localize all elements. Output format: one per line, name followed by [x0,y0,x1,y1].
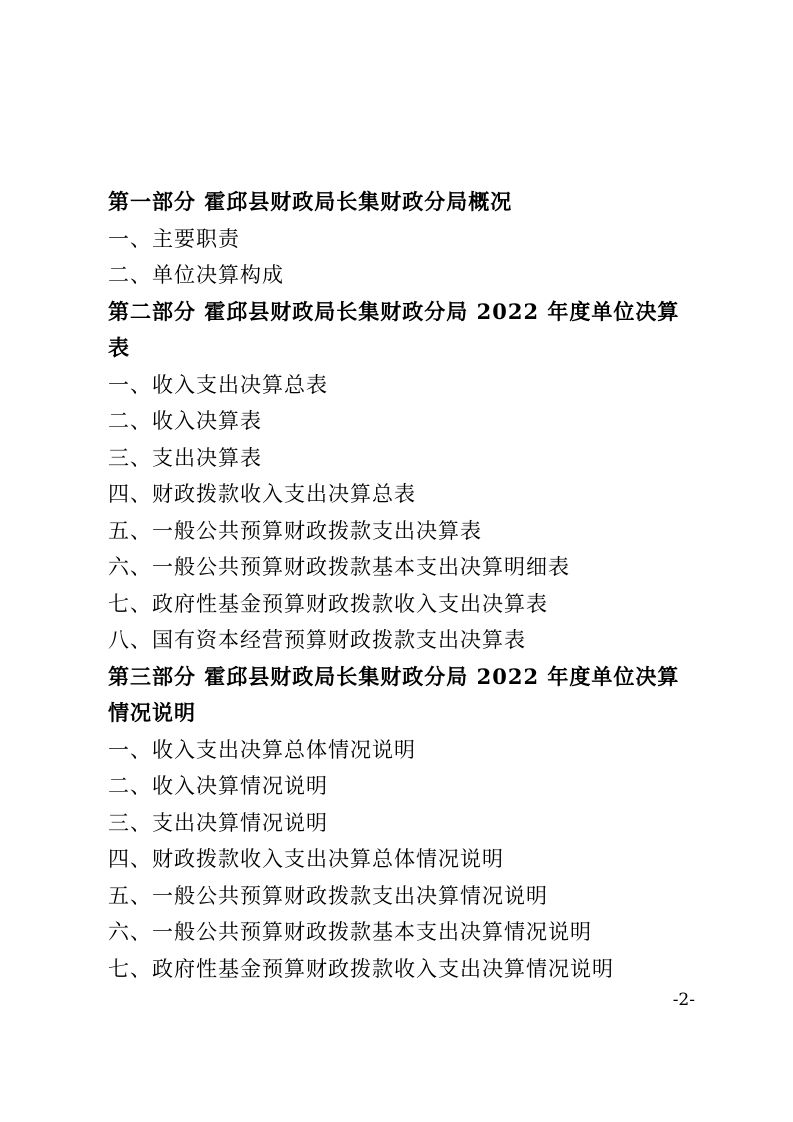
toc-item: 一、主要职责 [108,226,240,251]
toc-item: 七、政府性基金预算财政拨款收入支出决算表 [108,591,548,616]
toc-item: 五、一般公共预算财政拨款支出决算情况说明 [108,883,548,908]
toc-item: 一、收入支出决算总表 [108,372,328,397]
section-heading-2: 第二部分 霍邱县财政局长集财政分局 2022 年度单位决算表 [108,298,680,360]
toc-item: 六、一般公共预算财政拨款基本支出决算明细表 [108,555,570,579]
toc-item: 二、收入决算情况说明 [108,774,328,798]
toc-item: 五、一般公共预算财政拨款支出决算表 [108,518,482,543]
table-of-contents [108,184,698,987]
section-heading-3: 第三部分 霍邱县财政局长集财政分局 2022 年度单位决算情况说明 [108,663,680,725]
toc-item: 一、收入支出决算总体情况说明 [108,737,416,762]
section-heading-1: 第一部分 霍邱县财政局长集财政分局概况 [108,189,513,214]
toc-item: 八、国有资本经营预算财政拨款支出决算表 [108,628,526,652]
page-number: -2- [672,990,695,1010]
toc-item: 六、一般公共预算财政拨款基本支出决算情况说明 [108,920,592,944]
toc-item: 四、财政拨款收入支出决算总表 [108,482,416,506]
toc-item: 七、政府性基金预算财政拨款收入支出决算情况说明 [108,956,614,981]
toc-item: 三、支出决算情况说明 [108,810,328,835]
toc-item: 二、单位决算构成 [108,263,284,287]
toc-item: 三、支出决算表 [108,445,262,470]
toc-item: 四、财政拨款收入支出决算总体情况说明 [108,847,504,871]
toc-item: 二、收入决算表 [108,409,262,433]
